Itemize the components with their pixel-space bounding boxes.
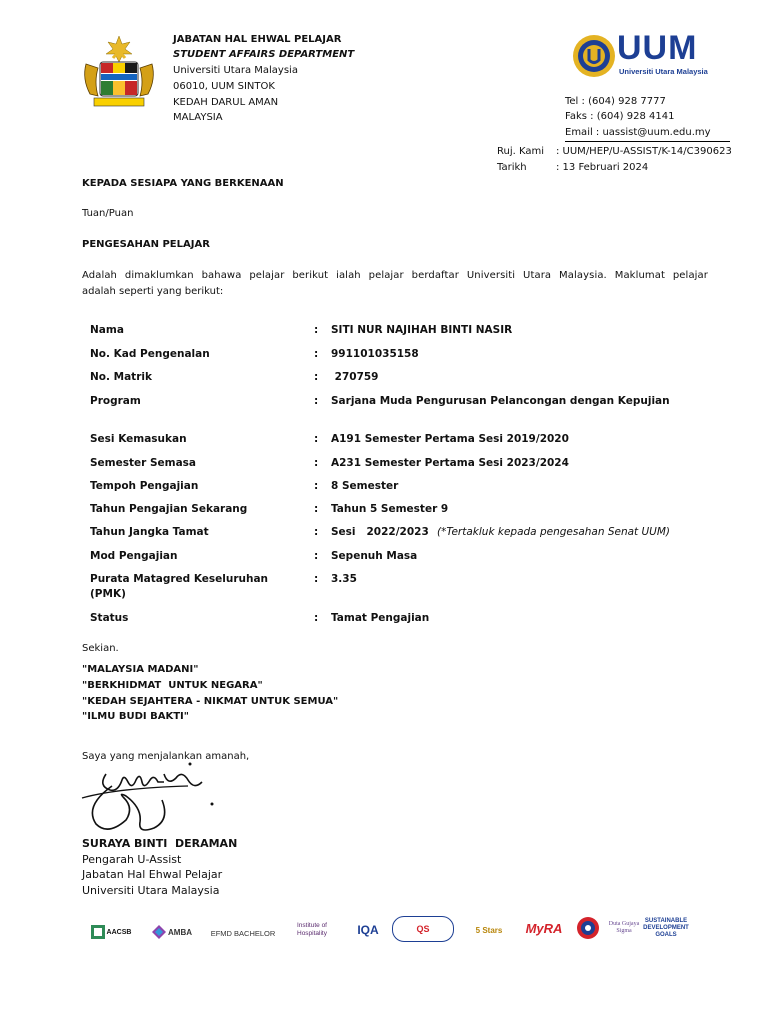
field-colon: : (314, 371, 319, 383)
field-label: Semester Semasa (90, 457, 197, 469)
field-value: 991101035158 (331, 348, 419, 360)
field-label: Purata Matagred Keseluruhan (90, 573, 269, 585)
field-label: Sesi Kemasukan (90, 433, 187, 445)
field-colon: : (314, 457, 319, 469)
signer-name: SURAYA BINTI DERAMAN (82, 837, 238, 850)
addressee: KEPADA SESIAPA YANG BERKENAAN (82, 178, 284, 189)
signer-university: Universiti Utara Malaysia (82, 884, 220, 897)
field-label: Tahun Pengajian Sekarang (90, 503, 248, 515)
field-colon: : (314, 612, 319, 624)
field-label: No. Kad Pengenalan (90, 348, 210, 360)
five-star-logo: 5 Stars (475, 925, 503, 935)
sdg-logo: SUSTAINABLE DEVELOPMENT GOALS (643, 917, 689, 938)
motto-line: "ILMU BUDI BAKTI" (82, 711, 189, 722)
header-divider (565, 141, 730, 142)
amba-logo: AMBA (146, 920, 198, 944)
field-label: Tempoh Pengajian (90, 480, 199, 492)
dept-name-english: STUDENT AFFAIRS DEPARTMENT (173, 49, 355, 60)
setara-logo (576, 914, 600, 942)
date-value: : 13 Februari 2024 (556, 162, 649, 173)
address-line: 06010, UUM SINTOK (173, 81, 275, 92)
field-value: 8 Semester (331, 480, 399, 492)
salutation: Tuan/Puan (82, 208, 134, 219)
coat-of-arms-logo (80, 34, 158, 110)
signer-department: Jabatan Hal Ehwal Pelajar (82, 868, 223, 881)
field-colon: : (314, 433, 319, 445)
field-value: Sepenuh Masa (331, 550, 418, 562)
telephone: Tel : (604) 928 7777 (565, 96, 666, 107)
myra-logo: MyRA (525, 920, 563, 936)
field-value: 270759 (331, 371, 379, 383)
motto-line: "MALAYSIA MADANI" (82, 664, 199, 675)
address-line: KEDAH DARUL AMAN (173, 97, 279, 108)
field-label: (PMK) (90, 588, 126, 600)
handwritten-signature (78, 756, 228, 836)
institute-hospitality-logo: Institute of Hospitality (297, 922, 327, 937)
field-value: Tahun 5 Semester 9 (331, 503, 449, 515)
qs-logo: QS (392, 916, 454, 942)
email: Email : uassist@uum.edu.my (565, 127, 711, 138)
field-colon: : (314, 573, 319, 585)
efmd-logo: EFMD BACHELOR (210, 928, 276, 938)
uum-logo-text: UUM (617, 29, 698, 67)
field-value: Sesi 2022/2023 (331, 526, 429, 538)
closing-sekian: Sekian. (82, 643, 119, 654)
ref-value: : UUM/HEP/U-ASSIST/K-14/C390623 (556, 146, 732, 157)
address-line: Universiti Utara Malaysia (173, 65, 298, 76)
address-line: MALAYSIA (173, 112, 223, 123)
field-label: No. Matrik (90, 371, 152, 383)
uum-logo-subtext: Universiti Utara Malaysia (619, 67, 708, 76)
date-label: Tarikh (497, 162, 527, 173)
intro-paragraph-line: adalah seperti yang berikut: (82, 286, 224, 297)
trust-line: Saya yang menjalankan amanah, (82, 751, 250, 762)
field-value: Tamat Pengajian (331, 612, 430, 624)
intro-paragraph-line: Adalah dimaklumkan bahawa pelajar berikut ialah pelajar berdaftar Universiti Utara Malaysia. Maklumat pelajar (82, 270, 708, 281)
amba-icon (152, 925, 166, 939)
aacsb-logo: AACSB (86, 920, 136, 944)
iqa-logo: IQA (357, 923, 379, 937)
uum-crest-icon (572, 34, 616, 78)
fax: Faks : (604) 928 4141 (565, 111, 675, 122)
signer-title: Pengarah U-Assist (82, 853, 182, 866)
motto-line: "BERKHIDMAT UNTUK NEGARA" (82, 680, 263, 691)
field-value: A191 Semester Pertama Sesi 2019/2020 (331, 433, 569, 445)
field-value: A231 Semester Pertama Sesi 2023/2024 (331, 457, 569, 469)
field-colon: : (314, 526, 319, 538)
uum-logo (572, 29, 717, 80)
field-label: Tahun Jangka Tamat (90, 526, 209, 538)
field-label: Program (90, 395, 141, 407)
field-value: 3.35 (331, 573, 357, 585)
motto-line: "KEDAH SEJAHTERA - NIKMAT UNTUK SEMUA" (82, 696, 339, 707)
duta-logo: Duta Gujaya Sigma (608, 921, 640, 934)
field-note: (*Tertakluk kepada pengesahan Senat UUM) (437, 526, 671, 538)
field-label: Mod Pengajian (90, 550, 178, 562)
field-colon: : (314, 348, 319, 360)
setara-seal-icon (576, 916, 600, 940)
aacsb-icon (91, 925, 105, 939)
field-colon: : (314, 395, 319, 407)
field-label: Status (90, 612, 129, 624)
dept-name-malay: JABATAN HAL EHWAL PELAJAR (173, 34, 342, 45)
ref-label: Ruj. Kami (497, 146, 545, 157)
field-colon: : (314, 503, 319, 515)
field-value: SITI NUR NAJIHAH BINTI NASIR (331, 324, 513, 336)
field-colon: : (314, 550, 319, 562)
field-label: Nama (90, 324, 124, 336)
subject: PENGESAHAN PELAJAR (82, 239, 210, 250)
field-colon: : (314, 480, 319, 492)
field-colon: : (314, 324, 319, 336)
field-value: Sarjana Muda Pengurusan Pelancongan dengan Kepujian (331, 395, 670, 407)
